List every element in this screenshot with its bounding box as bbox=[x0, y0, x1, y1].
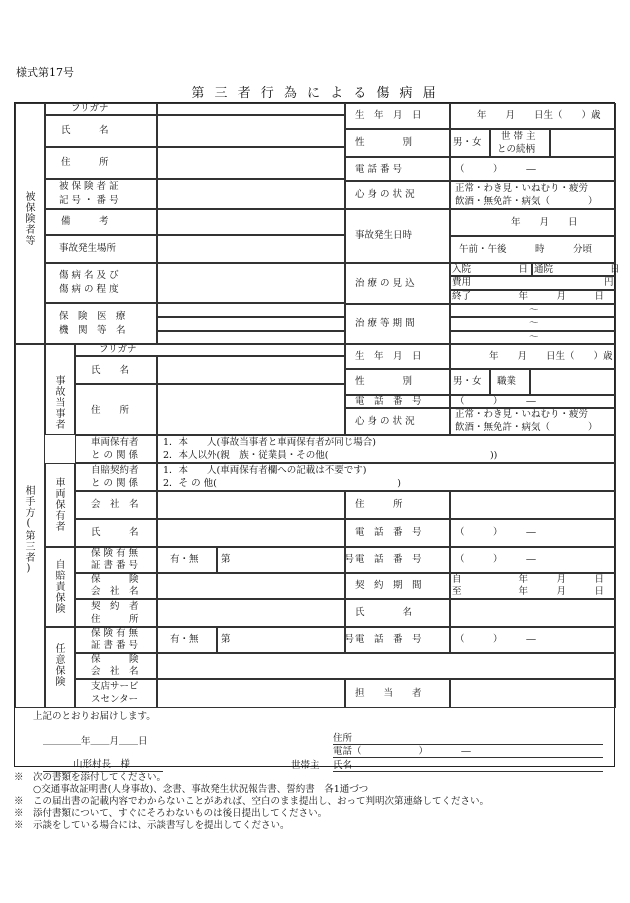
period-tilde-1: ～ bbox=[529, 305, 539, 316]
company-name-label: 会 社 名 bbox=[91, 499, 139, 510]
mayor-addressee: 山形村長 様 bbox=[73, 759, 131, 770]
end-value[interactable]: 終了 年 月 日 bbox=[452, 291, 605, 302]
form-number: 様式第17号 bbox=[16, 66, 74, 79]
notes bbox=[14, 772, 489, 832]
opp-address-field[interactable] bbox=[157, 384, 345, 435]
accident-place-field[interactable] bbox=[157, 235, 345, 263]
victim-remarks-label: 備 考 bbox=[61, 216, 109, 227]
victim-furigana-label: フリガナ bbox=[71, 103, 109, 114]
liab-rel-label-1: 自賠契約者 bbox=[91, 465, 139, 476]
opt-phone-value[interactable]: （ ） ― bbox=[455, 634, 536, 645]
staff-field[interactable] bbox=[450, 679, 616, 708]
optional-label: 任意保険 bbox=[53, 643, 64, 687]
contractor-name-label: 氏 名 bbox=[355, 607, 413, 618]
opp-mind-1[interactable]: 正常・わき見・いねむり・疲労 bbox=[455, 409, 589, 420]
victim-address-label: 住 所 bbox=[61, 157, 109, 168]
victim-phone-label: 電 話 番 号 bbox=[355, 164, 403, 175]
opp-birth-label: 生 年 月 日 bbox=[355, 351, 422, 362]
victim-sex-value[interactable]: 男・女 bbox=[453, 137, 482, 148]
branch-field[interactable] bbox=[157, 679, 345, 708]
victim-birth-label: 生 年 月 日 bbox=[355, 110, 422, 121]
cali-co-field[interactable] bbox=[157, 573, 345, 599]
cali-cert-no[interactable]: 第 号 bbox=[221, 554, 355, 565]
opt-yes-no[interactable]: 有・無 bbox=[170, 634, 199, 645]
declaration-date[interactable]: ＿＿＿＿年＿＿月＿＿日 bbox=[43, 736, 148, 747]
cali-yes-no[interactable]: 有・無 bbox=[170, 554, 199, 565]
note-line: ※ 次の書類を添付してください。 bbox=[14, 772, 167, 783]
liab-opt-2[interactable]: 2．そ の 他( ) bbox=[163, 478, 401, 489]
party-label: 事故当事者 bbox=[53, 375, 64, 430]
victim-phone-value[interactable]: （ ） ― bbox=[455, 164, 536, 175]
cali-phone-value[interactable]: （ ） ― bbox=[455, 554, 536, 565]
victim-mind-label: 心 身 の 状 況 bbox=[355, 189, 415, 200]
victim-mind-2[interactable]: 飲酒・無免許・病気（ ） bbox=[455, 196, 598, 207]
insurance-card-label-1: 被 保 険 者 証 bbox=[59, 181, 119, 192]
head-rel-label-2: との続柄 bbox=[497, 144, 536, 155]
victim-furigana-field[interactable] bbox=[157, 103, 345, 115]
applicant-address-line[interactable] bbox=[333, 744, 603, 745]
injury-label-1: 傷 病 名 及 び bbox=[59, 270, 119, 281]
owner-phone-value[interactable]: （ ） ― bbox=[455, 527, 536, 538]
period-tilde-2: ～ bbox=[529, 318, 539, 329]
victim-birth-value[interactable]: 年 月 日生（ ）歳 bbox=[477, 110, 601, 121]
applicant-address-label: 住所 bbox=[333, 733, 353, 744]
opt-cert-label-1: 保 険 有 無 bbox=[91, 628, 139, 639]
cali-phone-label: 電 話 番 号 bbox=[355, 554, 422, 565]
applicant-phone[interactable]: 電話（ ） ― bbox=[333, 746, 471, 757]
liab-rel-label-2: と の 関 係 bbox=[91, 478, 139, 489]
note-line: ※ この届出書の記載内容でわからないことがあれば、空白のまま提出し、おって判明次第連絡してください。 bbox=[14, 796, 490, 807]
insurance-card-label-2: 記 号 ・ 番 号 bbox=[59, 195, 119, 206]
cost-value[interactable]: 費用 円 bbox=[452, 277, 614, 288]
head-rel-field[interactable] bbox=[550, 129, 616, 157]
contractor-field[interactable] bbox=[157, 599, 345, 627]
opt-co-label-2: 会 社 名 bbox=[91, 666, 139, 677]
opponent-section-label: 相手方(第三者) bbox=[23, 485, 34, 575]
opp-furigana-label: フリガナ bbox=[99, 344, 137, 355]
opp-mind-label: 心 身 の 状 況 bbox=[355, 416, 415, 427]
injury-field[interactable] bbox=[157, 263, 345, 303]
medical-field-2[interactable] bbox=[157, 317, 345, 331]
insurance-card-field[interactable] bbox=[157, 179, 345, 209]
company-name-field[interactable] bbox=[157, 491, 345, 519]
contractor-label-2: 住 所 bbox=[91, 614, 139, 625]
householder-label: 世帯主 bbox=[291, 760, 320, 771]
opt-phone-label: 電 話 番 号 bbox=[355, 634, 422, 645]
cali-co-label-1: 保 険 bbox=[91, 574, 139, 585]
opp-address-label: 住 所 bbox=[91, 405, 130, 416]
injury-label-2: 傷 病 の 程 度 bbox=[59, 284, 119, 295]
victim-section-label: 被保険者等 bbox=[23, 191, 34, 246]
liab-opt-1[interactable]: 1．本 人(車両保有者欄への記載は不要です) bbox=[163, 465, 367, 476]
opp-job-field[interactable] bbox=[530, 369, 616, 395]
contract-from[interactable]: 自 年 月 日 bbox=[452, 574, 605, 585]
cali-label: 自賠責保険 bbox=[53, 559, 64, 614]
opp-name-label: 氏 名 bbox=[91, 365, 130, 376]
medical-field-3[interactable] bbox=[157, 331, 345, 344]
owner-name-label: 氏 名 bbox=[91, 527, 139, 538]
victim-mind-1[interactable]: 正常・わき見・いねむり・疲労 bbox=[455, 183, 589, 194]
opt-co-field[interactable] bbox=[157, 653, 616, 679]
opp-name-field[interactable] bbox=[157, 356, 345, 384]
period-tilde-3: ～ bbox=[529, 332, 539, 343]
admit-value[interactable]: 入院 日 bbox=[452, 264, 529, 275]
opt-cert-label-2: 証 書 番 号 bbox=[91, 640, 139, 651]
victim-remarks-field[interactable] bbox=[157, 209, 345, 235]
opp-job-label: 職業 bbox=[497, 376, 517, 387]
opp-phone-label: 電 話 番 号 bbox=[355, 396, 422, 407]
branch-label-2: スセンター bbox=[91, 694, 139, 705]
owner-address-label: 住 所 bbox=[355, 499, 403, 510]
owner-rel-label-2: と の 関 係 bbox=[91, 450, 139, 461]
accident-time-label: 事故発生日時 bbox=[355, 230, 413, 241]
accident-date-value[interactable]: 年 月 日 bbox=[511, 217, 578, 228]
note-line: ※ 示談をしている場合には、示談書写しを提出してください。 bbox=[14, 820, 290, 831]
contract-to[interactable]: 至 年 月 日 bbox=[452, 586, 605, 597]
victim-name-field[interactable] bbox=[157, 115, 345, 147]
accident-time-value[interactable]: 午前・午後 時 分頃 bbox=[459, 244, 593, 255]
victim-sex-label: 性 別 bbox=[355, 137, 413, 148]
declaration: 上記のとおりお届けします。 bbox=[33, 711, 156, 722]
applicant-name-label: 氏名 bbox=[333, 760, 353, 771]
accident-place-label: 事故発生場所 bbox=[59, 243, 117, 254]
cali-co-label-2: 会 社 名 bbox=[91, 586, 139, 597]
form-grid bbox=[14, 102, 620, 771]
owner-opt-2[interactable]: 2．本人以外(親 族・従業員・その他( )) bbox=[163, 450, 498, 461]
contract-period-label: 契 約 期 間 bbox=[355, 580, 422, 591]
victim-name-label: 氏 名 bbox=[61, 125, 109, 136]
opt-co-label-1: 保 険 bbox=[91, 654, 139, 665]
staff-label: 担 当 者 bbox=[355, 688, 422, 699]
victim-address-field[interactable] bbox=[157, 147, 345, 179]
note-line: ※ 添付書類について、すぐにそろわないものは後日提出してください。 bbox=[14, 808, 328, 819]
medical-field-1[interactable] bbox=[157, 303, 345, 317]
opp-mind-2[interactable]: 飲酒・無免許・病気（ ） bbox=[455, 422, 598, 433]
opp-sex-label: 性 別 bbox=[355, 376, 413, 387]
opt-cert-no[interactable]: 第 号 bbox=[221, 634, 355, 645]
owner-address-field[interactable] bbox=[450, 491, 616, 519]
form-title: 第 三 者 行 為 に よ る 傷 病 届 bbox=[191, 86, 439, 101]
treat-period-label: 治 療 等 期 間 bbox=[355, 318, 415, 329]
treat-outlook-label: 治 療 の 見 込 bbox=[355, 278, 415, 289]
opp-sex-value[interactable]: 男・女 bbox=[453, 376, 482, 387]
cali-cert-label-1: 保 険 有 無 bbox=[91, 548, 139, 559]
head-rel-label-1: 世 帯 主 bbox=[501, 131, 536, 142]
medical-label-1: 保 険 医 療 bbox=[59, 311, 126, 322]
cali-cert-label-2: 証 書 番 号 bbox=[91, 560, 139, 571]
medical-label-2: 機 関 等 名 bbox=[59, 325, 126, 336]
owner-phone-label: 電 話 番 号 bbox=[355, 527, 422, 538]
owner-opt-1[interactable]: 1．本 人(事故当事者と車両保有者が同じ場合) bbox=[163, 437, 376, 448]
contractor-name-field[interactable] bbox=[450, 599, 616, 627]
outpatient-value[interactable]: 通院 日 bbox=[534, 264, 620, 275]
opp-phone-value[interactable]: （ ） ― bbox=[455, 396, 536, 407]
owner-name-field[interactable] bbox=[157, 519, 345, 547]
owner-rel-label-1: 車両保有者 bbox=[91, 437, 139, 448]
contractor-label-1: 契 約 者 bbox=[91, 601, 139, 612]
note-line: ○交通事故証明書(人身事故)、念書、事故発生状況報告書、誓約書 各1通づつ bbox=[14, 784, 369, 795]
opp-birth-value[interactable]: 年 月 日生（ ）歳 bbox=[489, 351, 613, 362]
vehicle-owner-label: 車両保有者 bbox=[53, 477, 64, 532]
branch-label-1: 支店サービ bbox=[91, 681, 139, 692]
